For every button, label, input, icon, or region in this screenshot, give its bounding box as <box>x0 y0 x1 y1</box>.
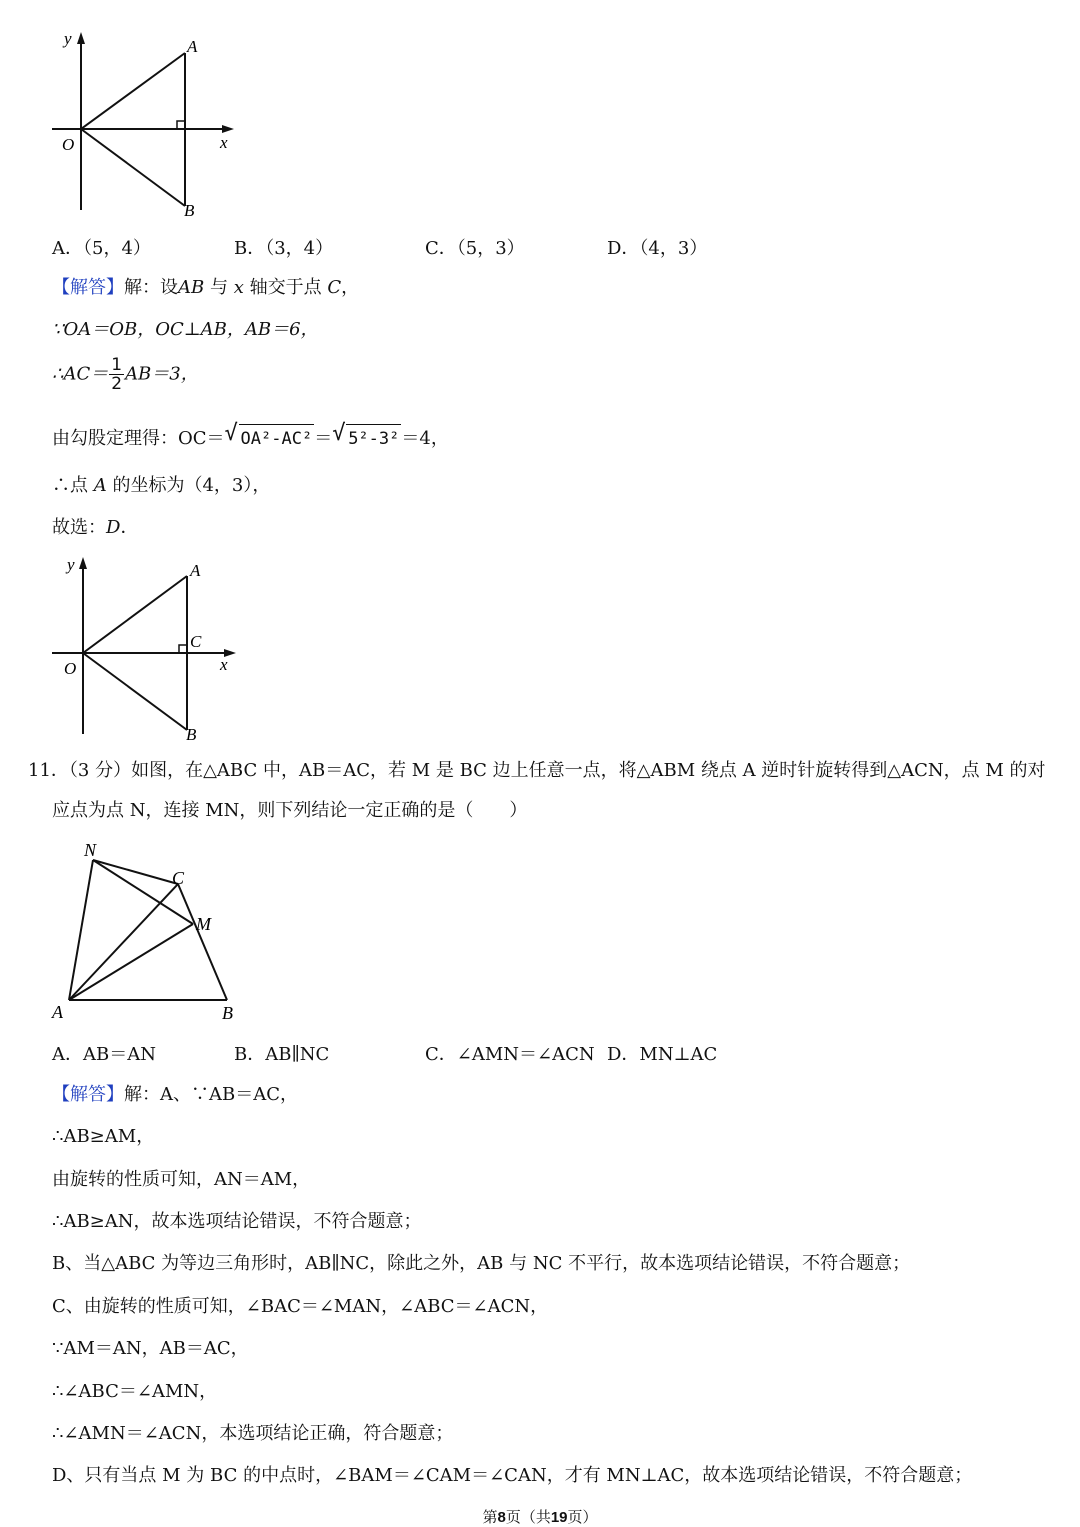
answer-tag: 【解答】 <box>52 277 124 298</box>
fig2-label-y: y <box>67 555 75 574</box>
label-o: O <box>62 135 75 154</box>
q11-solution-line-3: 由旋转的性质可知，AN＝AM， <box>52 1169 311 1190</box>
q11-solution-line-10: D、只有当点 M 为 BC 的中点时，∠BAM＝∠CAM＝∠CAN，才有 MN⊥AC，故本选项结论错误，不符合题意； <box>52 1465 973 1486</box>
q11-option-a: A．AB＝AN <box>52 1044 156 1065</box>
fig3-label-c: C <box>172 868 185 888</box>
label-b: B <box>184 201 195 220</box>
q11-solution-line-4: ∴AB≥AN，故本选项结论错误，不符合题意； <box>52 1211 422 1232</box>
q10-solution-line-6: 故选：D． <box>52 517 139 538</box>
fig2-label-c: C <box>190 632 202 651</box>
fraction-one-half: $\frac{1}{2}$ <box>111 355 123 394</box>
q11-stem-line-2: 应点为点 N，连接 MN，则下列结论一定正确的是（ ） <box>52 800 528 821</box>
q10-option-a: A．（5，4） <box>52 238 151 259</box>
segment-oa <box>81 53 185 129</box>
q11-solution-line-5: B、当△ABC 为等边三角形时，AB∥NC，除此之外，AB 与 NC 不平行，故本选项结论错误，不符合题意； <box>52 1253 911 1274</box>
fig3-label-a: A <box>52 1002 63 1022</box>
fig3-label-n: N <box>84 840 97 860</box>
x-axis-arrow <box>222 125 234 133</box>
coordinate-figure-2 <box>40 552 250 747</box>
q11-solution-line-1: 【解答】解：A、∵AB＝AC， <box>52 1084 298 1105</box>
q11-solution-line-6: C、由旋转的性质可知，∠BAC＝∠MAN，∠ABC＝∠ACN， <box>52 1296 549 1317</box>
q11-option-b: B．AB∥NC <box>234 1044 330 1065</box>
triangle-figure <box>40 838 250 1028</box>
page-footer: 第8页（共19页） <box>482 1508 598 1526</box>
q11-solution-line-2: ∴AB≥AM， <box>52 1126 155 1147</box>
page-number: 8 <box>497 1509 506 1526</box>
q11-stem-line-1: 11．（3 分）如图，在△ABC 中，AB＝AC，若 M 是 BC 边上任意一点，将△ABM 绕点 A 逆时针旋转得到△ACN，点 M 的对 <box>28 760 1046 781</box>
sqrt-expression-2: √ 5²-3² <box>332 421 400 449</box>
q11-solution-line-7: ∵AM＝AN，AB＝AC， <box>52 1338 249 1359</box>
answer-tag-2: 【解答】 <box>52 1084 124 1105</box>
q11-option-c: C．∠AMN＝∠ACN <box>425 1044 595 1065</box>
q10-solution-line-2: ∵OA＝OB，OC⊥AB，AB＝6， <box>52 319 319 340</box>
q10-solution-line-1: 【解答】解：设AB 与 x 轴交于点 C， <box>52 277 360 298</box>
fig2-label-x: x <box>220 655 228 674</box>
q11-solution-line-8: ∴∠ABC＝∠AMN， <box>52 1381 218 1402</box>
label-x: x <box>220 133 228 152</box>
label-y: y <box>64 29 72 48</box>
right-angle-mark <box>177 121 185 129</box>
q10-solution-line-3: ∴AC＝ $\frac{1}{2}$ AB＝3， <box>52 355 199 394</box>
fig2-label-b: B <box>186 725 197 744</box>
segment-ob <box>81 129 185 206</box>
fig2-label-a: A <box>190 561 201 580</box>
q10-solution-line-4: 由勾股定理得：OC＝ √ OA²-AC² ＝ √ 5²-3² ＝4， <box>52 421 449 449</box>
page-total: 19 <box>550 1509 568 1526</box>
fig3-label-b: B <box>222 1003 233 1023</box>
q11-option-d: D．MN⊥AC <box>607 1044 718 1065</box>
fig3-label-m: M <box>196 914 211 934</box>
fig2-label-o: O <box>64 659 77 678</box>
label-a: A <box>187 37 198 56</box>
q10-option-d: D．（4，3） <box>607 238 708 259</box>
y-axis-arrow <box>77 32 85 44</box>
q10-solution-line-5: ∴点 A 的坐标为（4，3）， <box>52 475 271 496</box>
q11-solution-line-9: ∴∠AMN＝∠ACN，本选项结论正确，符合题意； <box>52 1423 454 1444</box>
coordinate-figure-1 <box>40 28 250 223</box>
sqrt-expression-1: √ OA²-AC² <box>224 421 313 449</box>
q10-option-c: C．（5，3） <box>425 238 525 259</box>
q10-option-b: B．（3，4） <box>234 238 334 259</box>
